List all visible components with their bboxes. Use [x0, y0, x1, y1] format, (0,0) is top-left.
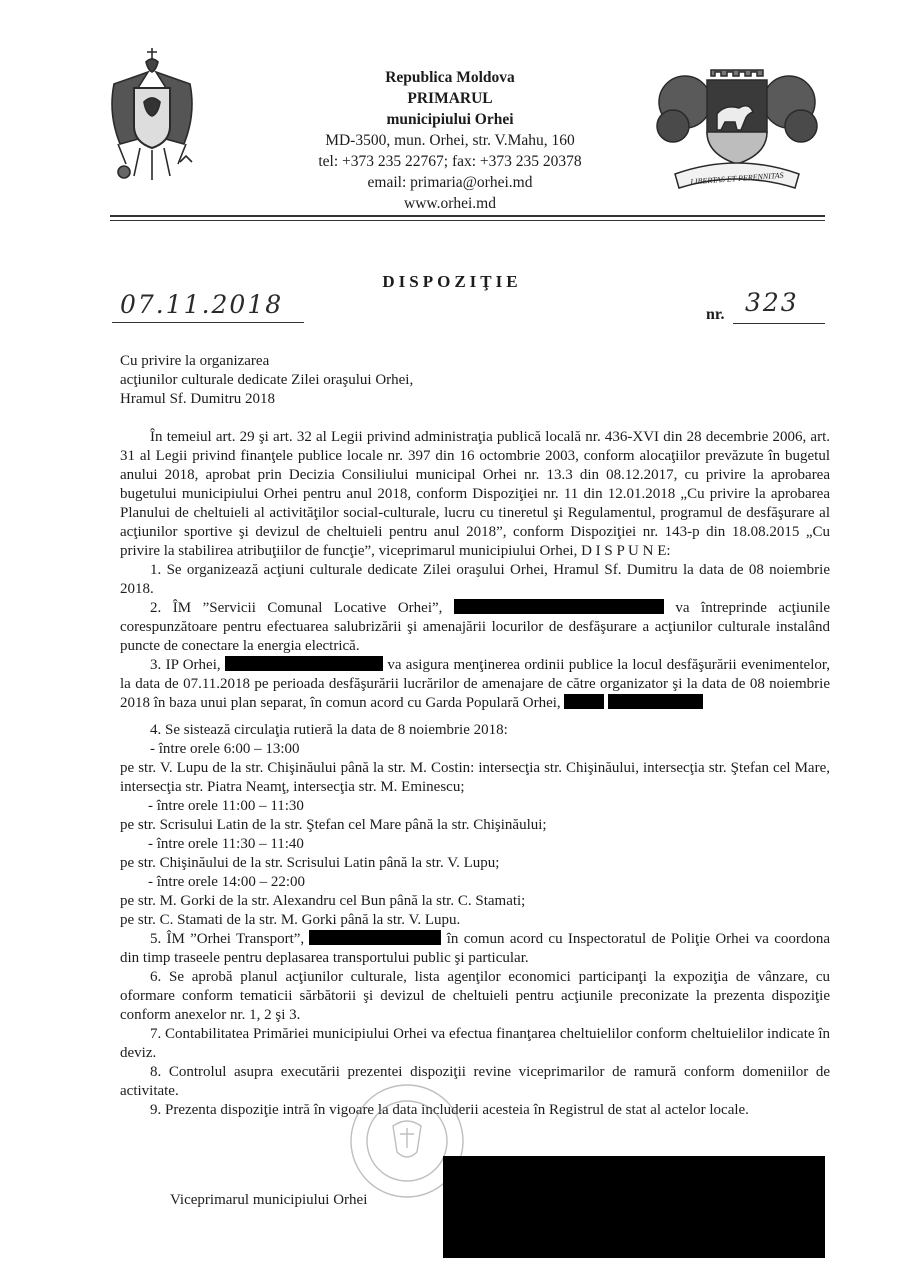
closure-time: - între orele 11:00 – 11:30 — [148, 798, 304, 814]
closure-route: pe str. M. Gorki de la str. Alexandru cel Bun până la str. C. Stamati; — [120, 893, 526, 909]
document-body — [120, 428, 830, 1120]
article-6: 6. Se aprobă planul acţiunilor culturale, lista agenţilor economici participanţi la expoziţia de vânzare, cu oformare conform tematicii sărbătorii şi devizul de cheltuieli pentru acţiunile preconizate la prezenta dispoziţie conform anexelor nr. 1, 2 şi 3. — [120, 969, 830, 1023]
article-7: 7. Contabilitatea Primăriei municipiului Orhei va efectua finanţarea cheltuielilor conform cheltuielilor indicate în deviz. — [120, 1026, 830, 1061]
article-4: 4. Se sistează circulaţia rutieră la data de 8 noiembrie 2018: — [150, 722, 508, 738]
closure-time: - între orele 11:30 – 11:40 — [148, 836, 304, 852]
preamble: În temeiul art. 29 şi art. 32 al Legii privind administraţia publică locală nr. 436-XVI din 28 decembrie 2006, art. 31 al Legii privind finanţele publice locale nr. 397 din 16 octombrie 2003, conform alocaţiilor prevăzute în bugetul anului 2018, aprobat prin Decizia Consiliului municipal Orhei nr. 13.3 din 08.12.2017, cu privire la aprobarea bugetului municipiului Orhei pentru anul 2018, conform Dispoziţiei nr. 11 din 12.01.2018 „Cu privire la aprobarea Planului de cheltuieli al activităţilor social-culturale, lucru cu tineretul şi Regulamentul, programul de desfăşurare al acţiunilor sportive şi devizul de cheltuieli pentru anul 2018”, conform Dispoziţiei nr. 143-p din 18.08.2015 „Cu privire la stabilirea atribuţiilor de funcţie”, viceprimarul municipiului Orhei, D I S P U N E: — [120, 429, 830, 559]
article-8: 8. Controlul asupra executării prezentei dispoziţii revine viceprimarilor de ramură conform domeniilor de activitate. — [120, 1064, 830, 1099]
city-motto: LIBERTAS ET PERENNITAS — [690, 170, 784, 187]
signatory-role: Viceprimarul municipiului Orhei — [170, 1192, 368, 1208]
redaction-block — [309, 930, 441, 945]
signature-redaction — [443, 1156, 825, 1258]
closure-route: pe str. Scrisului Latin de la str. Ştefan cel Mare până la str. Chişinăului; — [120, 817, 547, 833]
article-2 — [120, 599, 830, 656]
article-1: 1. Se organizează acţiuni culturale dedicate Zilei oraşului Orhei, Hramul Sf. Dumitru la data de 08 noiembrie 2018. — [120, 562, 830, 597]
redaction-block — [454, 599, 664, 614]
number-label: nr. — [706, 306, 725, 323]
header-divider — [110, 215, 825, 221]
article-5-end: în comun acord cu Inspectoratul de Poliţie Orhei va coordona din timp traseele pentru deplasarea transportului public şi particular. — [120, 931, 831, 966]
closure-route: pe str. Chişinăului de la str. Scrisului Latin până la str. V. Lupu; — [120, 855, 500, 871]
orhei-coat-of-arms-icon — [655, 62, 819, 200]
phone-fax: tel: +373 235 22767; fax: +373 235 20378 — [318, 153, 582, 170]
article-5-start: 5. ÎM ”Orhei Transport”, — [150, 931, 305, 947]
redaction-block — [564, 694, 604, 709]
document-title: DISPOZIŢIE — [382, 272, 522, 291]
moldova-coat-of-arms-icon — [104, 44, 200, 194]
article-3-end: va asigura menţinerea ordinii publice la locul desfăşurării evenimentelor, la data de 07.11.2018 pe perioada desfăşurării lucrărilor de amenajare de către organizator şi la data de 08 noiembrie 2018 în baza unui plan separat, în comun acord cu Garda Populară Orhei, — [120, 657, 831, 711]
article-2-end: va întreprinde acţiunile corespunzătoare pentru efectuarea salubrizării şi amenajării locurilor de desfăşurare a acţiunilor culturale instalând puncte de conectare la energia electrică. — [120, 600, 831, 654]
article-3 — [120, 656, 830, 713]
number-underline — [733, 323, 825, 324]
document-date: 07.11.2018 — [120, 290, 284, 319]
municipality-name: municipiului Orhei — [386, 111, 514, 128]
subject — [120, 352, 413, 409]
email: email: primaria@orhei.md — [367, 174, 533, 191]
country-name: Republica Moldova — [385, 69, 515, 86]
address: MD-3500, mun. Orhei, str. V.Mahu, 160 — [325, 132, 575, 149]
subject-line: acţiunilor culturale dedicate Zilei oraşului Orhei, — [120, 372, 414, 388]
article-9: 9. Prezenta dispoziţie intră în vigoare la data includerii acesteia în Registrul de stat al actelor locale. — [150, 1102, 749, 1118]
website: www.orhei.md — [404, 195, 496, 212]
office-name: PRIMARUL — [407, 90, 493, 107]
closure-route: pe str. V. Lupu de la str. Chişinăului până la str. M. Costin: intersecţia str. Chişinăului, intersecţia str. Ştefan cel Mare, intersecţia str. Piatra Neamţ, intersecţia str. M. Eminescu; — [120, 760, 830, 795]
subject-line: Cu privire la organizarea — [120, 353, 270, 369]
article-2-start: 2. ÎM ”Servicii Comunal Locative Orhei”, — [150, 600, 443, 616]
redaction-block — [608, 694, 703, 709]
subject-line: Hramul Sf. Dumitru 2018 — [120, 391, 275, 407]
closure-route: pe str. C. Stamati de la str. M. Gorki până la str. V. Lupu. — [120, 912, 461, 928]
closure-time: - între orele 6:00 – 13:00 — [150, 741, 300, 757]
redaction-block — [225, 656, 383, 671]
letterhead — [270, 67, 630, 214]
date-underline — [112, 322, 304, 323]
closure-time: - între orele 14:00 – 22:00 — [148, 874, 306, 890]
article-5 — [120, 930, 830, 968]
article-3-start: 3. IP Orhei, — [150, 657, 221, 673]
document-number: 323 — [745, 288, 799, 317]
